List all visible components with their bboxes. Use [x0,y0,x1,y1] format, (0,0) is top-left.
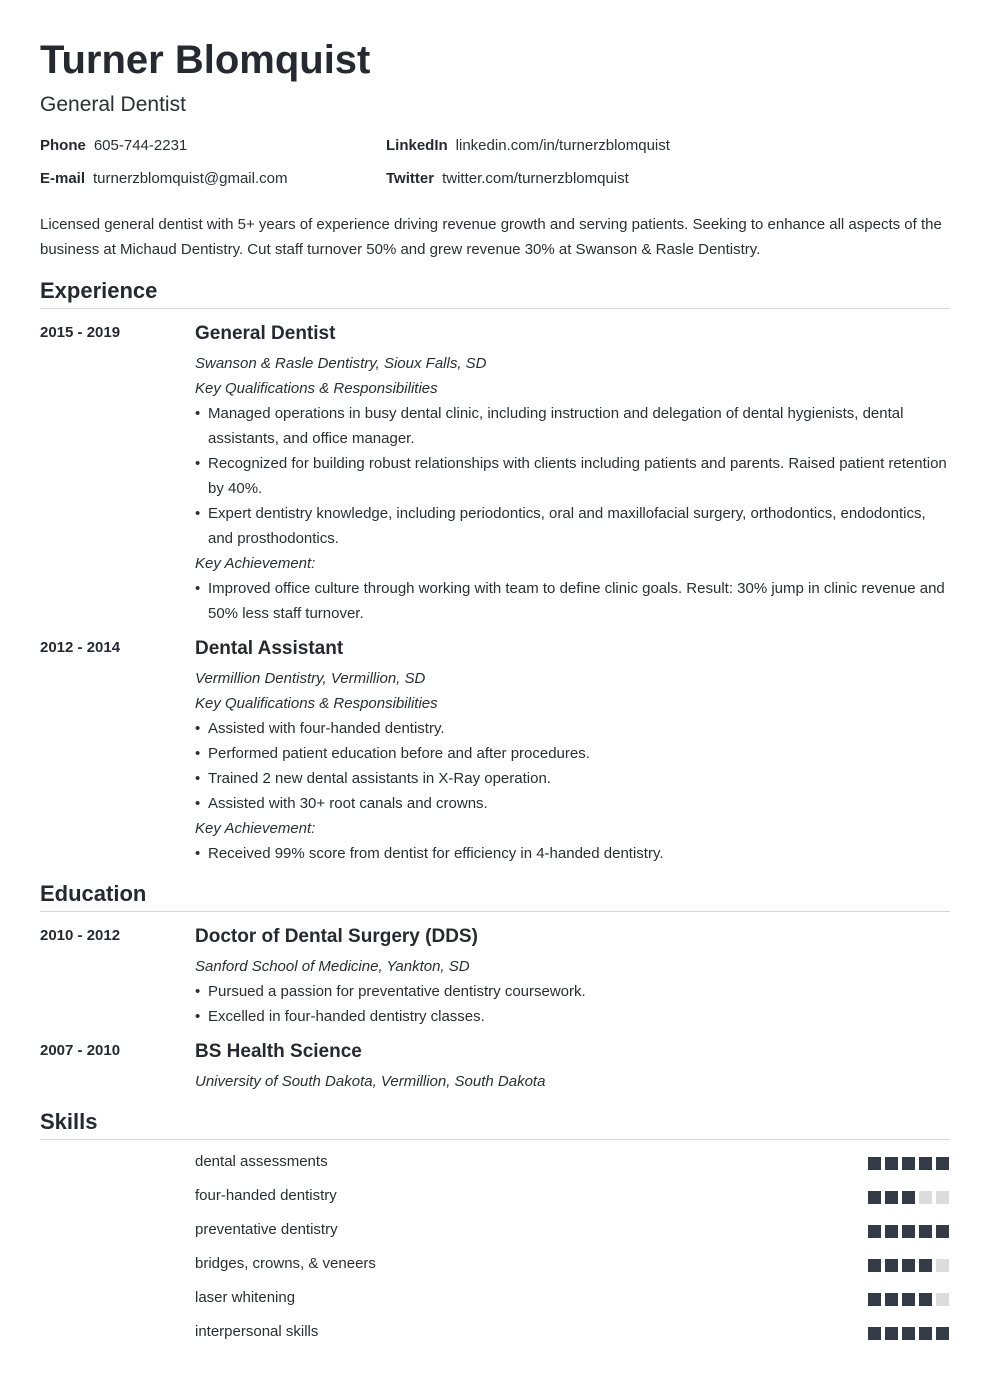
education-heading: Education [40,881,950,912]
contact-info [40,136,950,196]
list-item: • Trained 2 new dental assistants in X-Ray operation. [195,766,950,791]
twitter-value[interactable]: twitter.com/turnerzblomquist [442,170,629,187]
skill-name: bridges, crowns, & veneers [195,1255,376,1272]
skill-level-filled [885,1191,898,1204]
skill-row [195,1220,950,1244]
skill-level-filled [936,1327,949,1340]
skill-level-filled [902,1259,915,1272]
achievement-heading: Key Achievement: [195,555,316,572]
skill-level-filled [885,1293,898,1306]
experience-entry [40,322,950,626]
contact-linkedin [386,136,670,156]
skill-row [195,1152,950,1176]
skill-rating [868,1157,949,1170]
linkedin-value[interactable]: linkedin.com/in/turnerzblomquist [455,137,670,154]
skill-level-empty [936,1259,949,1272]
resume-header [40,36,950,118]
skill-row [195,1186,950,1210]
skill-level-filled [902,1157,915,1170]
skill-rating [868,1327,949,1340]
skill-level-filled [885,1327,898,1340]
skill-rating [868,1293,949,1306]
list-item: • Improved office culture through working with team to define clinic goals. Result: 30% jump in clinic revenue and 50% less staff turnover. [195,576,950,626]
skill-level-filled [936,1157,949,1170]
degree-title: Doctor of Dental Surgery (DDS) [195,926,478,947]
skill-level-filled [868,1157,881,1170]
job-title: Dental Assistant [195,638,344,659]
achievements-list [195,576,950,626]
list-item: • Recognized for building robust relationships with clients including patients and parents. Raised patient retention by 40%. [195,451,950,501]
education-entry [40,1040,950,1094]
list-item: • Managed operations in busy dental clinic, including instruction and delegation of dental hygienists, dental assistants, and office manager. [195,401,950,451]
skill-level-filled [919,1293,932,1306]
list-item: • Performed patient education before and after procedures. [195,741,950,766]
skill-level-empty [936,1191,949,1204]
phone-value[interactable]: 605-744-2231 [93,137,188,154]
list-item: • Received 99% score from dentist for efficiency in 4-handed dentistry. [195,841,950,866]
contact-email [40,169,287,189]
list-item: • Assisted with four-handed dentistry. [195,716,950,741]
skill-level-filled [868,1259,881,1272]
achievements-list [195,841,950,866]
school-name: Sanford School of Medicine, Yankton, SD [195,958,470,975]
education-entry [40,925,950,1029]
skill-level-filled [919,1327,932,1340]
entry-dates: 2010 - 2012 [40,927,121,944]
skill-level-filled [885,1157,898,1170]
phone-label: Phone [40,137,86,154]
experience-entry [40,637,950,866]
list-item: • Expert dentistry knowledge, including periodontics, oral and maxillofacial surgery, orthodontics, endodontics, and prosthodontics. [195,501,950,551]
skill-level-empty [936,1293,949,1306]
skill-level-filled [868,1327,881,1340]
contact-phone [40,136,187,156]
skill-level-filled [902,1293,915,1306]
education-details-list [195,979,950,1029]
email-value[interactable]: turnerzblomquist@gmail.com [93,170,288,187]
candidate-name: Turner Blomquist [40,38,371,82]
skill-rating [868,1225,949,1238]
employer: Vermillion Dentistry, Vermillion, SD [195,670,426,687]
skill-level-filled [919,1157,932,1170]
contact-twitter [386,169,629,189]
summary-paragraph: Licensed general dentist with 5+ years of experience driving revenue growth and serving patients. Seeking to enhance all aspects of the business at Michaud Dentistry. Cut staff turnover 50% and grew revenue 30% at Swanson & Rasle Dentistry. [40,216,942,258]
skill-name: preventative dentistry [195,1221,338,1238]
skill-level-filled [902,1191,915,1204]
twitter-label: Twitter [386,170,435,187]
linkedin-label: LinkedIn [386,137,448,154]
skills-heading: Skills [40,1109,950,1140]
skill-rating [868,1259,949,1272]
list-item: • Excelled in four-handed dentistry classes. [195,1004,950,1029]
skill-level-filled [902,1225,915,1238]
skill-level-filled [885,1259,898,1272]
list-item: • Assisted with 30+ root canals and crowns. [195,791,950,816]
skill-name: four-handed dentistry [195,1187,337,1204]
job-title: General Dentist [195,323,336,344]
skill-row [195,1254,950,1278]
entry-dates: 2012 - 2014 [40,639,121,656]
school-name: University of South Dakota, Vermillion, South Dakota [195,1073,546,1090]
candidate-title: General Dentist [40,93,186,116]
skill-level-filled [868,1293,881,1306]
skill-name: laser whitening [195,1289,296,1306]
achievement-heading: Key Achievement: [195,820,316,837]
list-item: • Pursued a passion for preventative dentistry coursework. [195,979,950,1004]
degree-title: BS Health Science [195,1041,362,1062]
skill-row [195,1322,950,1346]
experience-heading: Experience [40,278,950,309]
entry-dates: 2015 - 2019 [40,324,121,341]
skill-level-empty [919,1191,932,1204]
skill-level-filled [868,1191,881,1204]
qualifications-heading: Key Qualifications & Responsibilities [195,695,438,712]
skill-level-filled [885,1225,898,1238]
skill-level-filled [902,1327,915,1340]
qualifications-heading: Key Qualifications & Responsibilities [195,380,438,397]
employer: Swanson & Rasle Dentistry, Sioux Falls, SD [195,355,487,372]
skill-rating [868,1191,949,1204]
skill-name: interpersonal skills [195,1323,319,1340]
skill-name: dental assessments [195,1153,328,1170]
skill-level-filled [919,1225,932,1238]
skill-level-filled [868,1225,881,1238]
skill-level-filled [936,1225,949,1238]
email-label: E-mail [40,170,86,187]
responsibilities-list [195,401,950,551]
responsibilities-list [195,716,950,816]
skill-row [195,1288,950,1312]
entry-dates: 2007 - 2010 [40,1042,121,1059]
skill-level-filled [919,1259,932,1272]
